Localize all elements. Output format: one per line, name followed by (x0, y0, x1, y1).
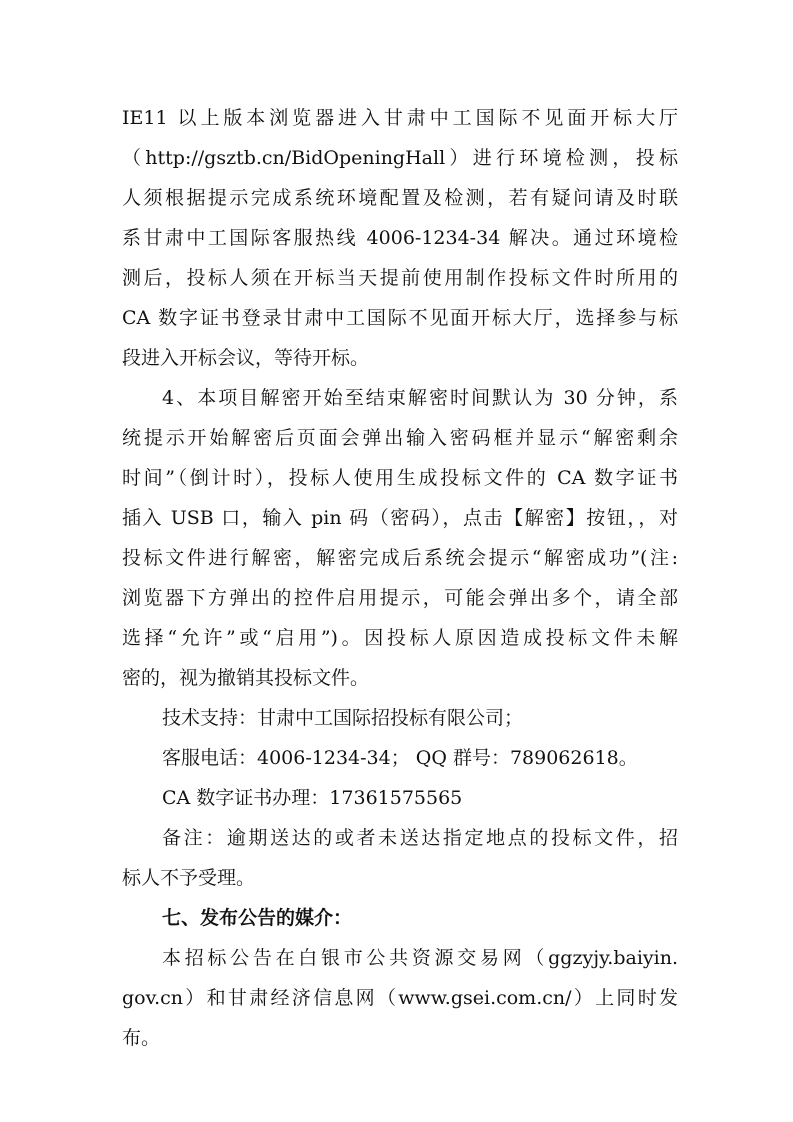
text-line: 统提示开始解密后页面会弹出输入密码框并显示“解密剩余 (122, 427, 678, 449)
text-line: 插入 USB 口，输入 pin 码（密码），点击【解密】按钮，，对 (122, 507, 678, 529)
text-line: 系甘肃中工国际客服热线 4006-1234-34 解决。通过环境检 (122, 227, 678, 249)
text-line: 人须根据提示完成系统环境配置及检测，若有疑问请及时联 (122, 187, 678, 209)
tech-support-line: 技术支持：甘肃中工国际招投标有限公司； (162, 707, 524, 729)
text-line: 标人不予受理。 (122, 867, 256, 889)
text-line: 测后，投标人须在开标当天提前使用制作投标文件时所用的 (122, 267, 678, 289)
text-line: 时间”（倒计时），投标人使用生成投标文件的 CA 数字证书 (122, 467, 678, 489)
ca-certificate-line: CA 数字证书办理：17361575565 (162, 787, 463, 809)
text-line: IE11 以上版本浏览器进入甘肃中工国际不见面开标大厅 (122, 107, 678, 129)
text-line: gov.cn）和甘肃经济信息网（www.gsei.com.cn/）上同时发 (122, 987, 678, 1009)
text-line: 布。 (122, 1027, 161, 1049)
service-phone-line: 客服电话：4006-1234-34； QQ 群号：789062618。 (162, 747, 638, 769)
section-heading: 七、发布公告的媒介： (162, 907, 353, 929)
text-line: 密的，视为撤销其投标文件。 (122, 667, 370, 689)
text-line: 浏览器下方弹出的控件启用提示，可能会弹出多个，请全部 (122, 587, 678, 609)
text-line: 选择“允许”或“启用”)。因投标人原因造成投标文件未解 (122, 627, 678, 649)
text-line: 段进入开标会议，等待开标。 (122, 347, 370, 369)
remark-line: 备注：逾期送达的或者未送达指定地点的投标文件，招 (162, 827, 678, 849)
paragraph-first-line: 4、本项目解密开始至结束解密时间默认为 30 分钟，系 (162, 387, 678, 409)
text-line: 投标文件进行解密，解密完成后系统会提示“解密成功”(注: (122, 547, 678, 569)
text-line: CA 数字证书登录甘肃中工国际不见面开标大厅，选择参与标 (122, 307, 678, 329)
paragraph-first-line: 本招标公告在白银市公共资源交易网（ggzyjy.baiyin. (162, 947, 678, 969)
text-line: （http://gsztb.cn/BidOpeningHall）进行环境检测，投标 (122, 147, 678, 169)
